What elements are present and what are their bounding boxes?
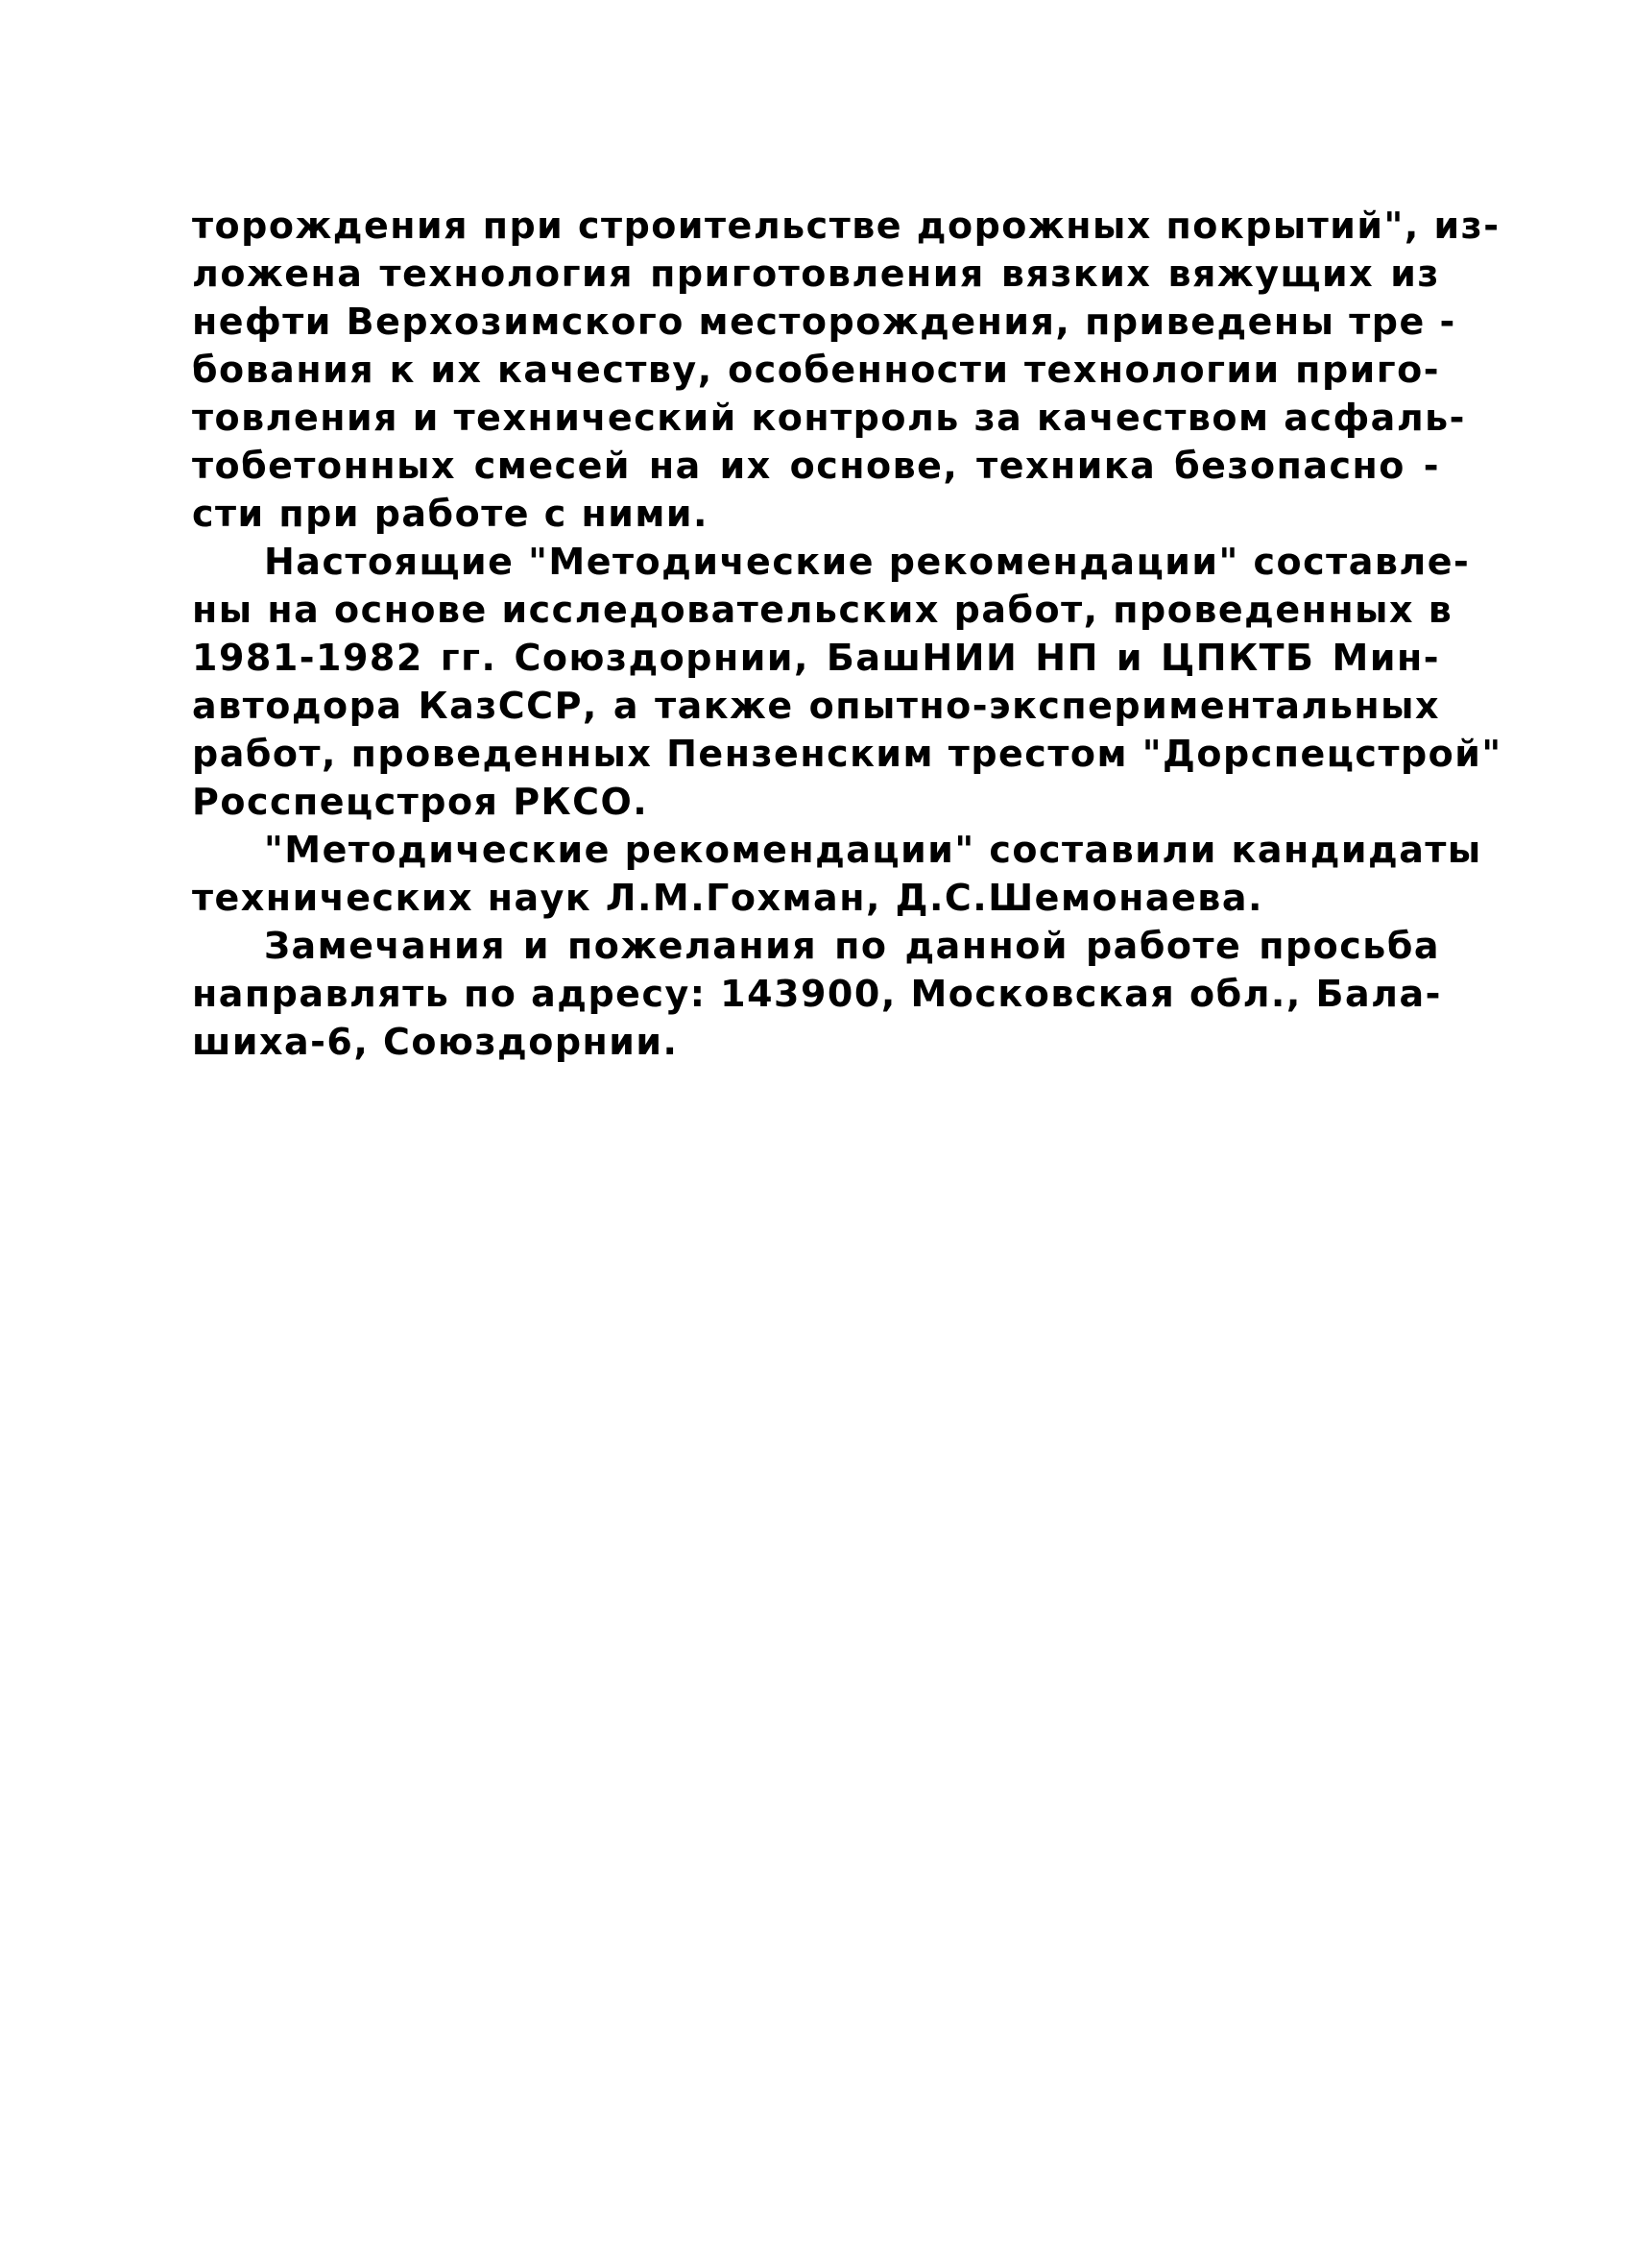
paragraph-contact	[192, 922, 1440, 1066]
text-line: товления и технический контроль за качеством асфаль-	[192, 397, 1466, 439]
paragraph-intro-continuation	[192, 202, 1501, 538]
body-text	[192, 202, 1502, 1066]
text-line: автодора КазССР, а также опытно-экспериментальных	[192, 685, 1440, 727]
text-line: шиха-6, Союздорнии.	[192, 1021, 679, 1063]
text-line: бования к их качеству, особенности технологии приго-	[192, 349, 1440, 391]
text-line: технических наук Л.М.Гохман, Д.С.Шемонаева.	[192, 877, 1263, 919]
text-line: 1981-1982 гг. Союздорнии, БашНИИ НП и ЦПКТБ Мин-	[192, 637, 1440, 679]
text-line: "Методические рекомендации" составили кандидаты	[264, 829, 1482, 871]
paragraph-authors	[192, 826, 1482, 922]
text-line: Настоящие "Методические рекомендации" составле-	[264, 541, 1471, 583]
text-line: тобетонных смесей на их основе, техника безопасно -	[192, 445, 1440, 487]
text-line: ложена технология приготовления вязких вяжущих из	[192, 253, 1440, 295]
text-line: работ, проведенных Пензенским трестом "Дорспецстрой"	[192, 733, 1502, 775]
text-line: нефти Верхозимского месторождения, приведены тре -	[192, 301, 1456, 343]
text-line: ны на основе исследовательских работ, проведенных в	[192, 589, 1453, 631]
text-line: торождения при строительстве дорожных покрытий", из-	[192, 205, 1501, 247]
text-line: Росспецстроя РКСО.	[192, 781, 649, 823]
text-line: направлять по адресу: 143900, Московская обл., Бала-	[192, 973, 1442, 1015]
paragraph-basis	[192, 538, 1502, 826]
text-line: сти при работе с ними.	[192, 493, 708, 535]
text-line: Замечания и пожелания по данной работе просьба	[264, 925, 1440, 967]
